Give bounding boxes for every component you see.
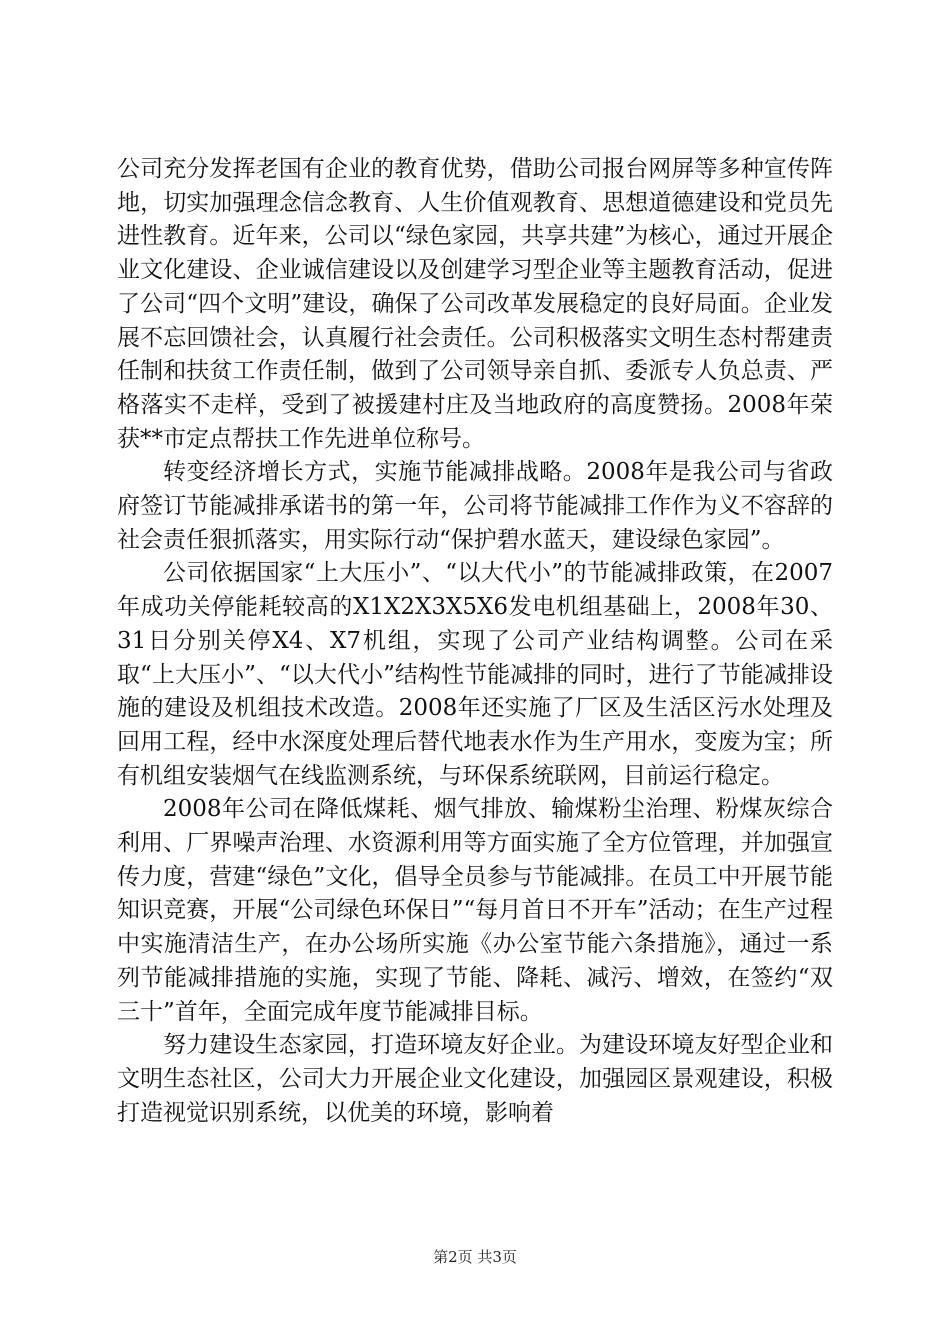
document-body <box>117 153 833 1130</box>
page-footer: 第2页 共3页 <box>433 1248 517 1266</box>
paragraph-1: 公司充分发挥老国有企业的教育优势，借助公司报台网屏等多种宣传阵地，切实加强理念信念教育、人生价值观教育、思想道德建设和党员先进性教育。近年来，公司以“绿色家园，共享共建”为核心，通过开展企业文化建设、企业诚信建设以及创建学习型企业等主题教育活动，促进了公司“四个文明”建设，确保了公司改革发展稳定的良好局面。企业发展不忘回馈社会，认真履行社会责任。公司积极落实文明生态村帮建责任制和扶贫工作责任制，做到了公司领导亲自抓、委派专人负总责、严格落实不走样，受到了被援建村庄及当地政府的高度赞扬。2008年荣获**市定点帮扶工作先进单位称号。 <box>117 156 833 452</box>
paragraph-3: 公司依据国家“上大压小”、“以大代小”的节能减排政策，在2007年成功关停能耗较高的X1X2X3X5X6发电机组基础上，2008年30、31日分别关停X4、X7机组，实现了公司产业结构调整。公司在采取“上大压小”、“以大代小”结构性节能减排的同时，进行了节能减排设施的建设及机组技术改造。2008年还实施了厂区及生活区污水处理及回用工程，经中水深度处理后替代地表水作为生产用水，变废为宝；所有机组安装烟气在线监测系统，与环保系统联网，目前运行稳定。 <box>117 560 833 789</box>
paragraph-5: 努力建设生态家园，打造环境友好企业。为建设环境友好型企业和文明生态社区，公司大力开展企业文化建设，加强园区景观建设，积极打造视觉识别系统，以优美的环境，影响着 <box>117 1032 833 1126</box>
paragraph-4: 2008年公司在降低煤耗、烟气排放、输煤粉尘治理、粉煤灰综合利用、厂界噪声治理、水资源利用等方面实施了全方位管理，并加强宣传力度，营建“绿色”文化，倡导全员参与节能减排。在员工中开展节能知识竞赛，开展“公司绿色环保日”“每月首日不开车”活动；在生产过程中实施清洁生产，在办公场所实施《办公室节能六条措施》，通过一系列节能减排措施的实施，实现了节能、降耗、减污、增效，在签约“双三十”首年，全面完成年度节能减排目标。 <box>117 796 833 1025</box>
paragraph-2: 转变经济增长方式，实施节能减排战略。2008年是我公司与省政府签订节能减排承诺书的第一年，公司将节能减排工作作为义不容辞的社会责任狠抓落实，用实际行动“保护碧水蓝天，建设绿色家园”。 <box>117 459 833 553</box>
